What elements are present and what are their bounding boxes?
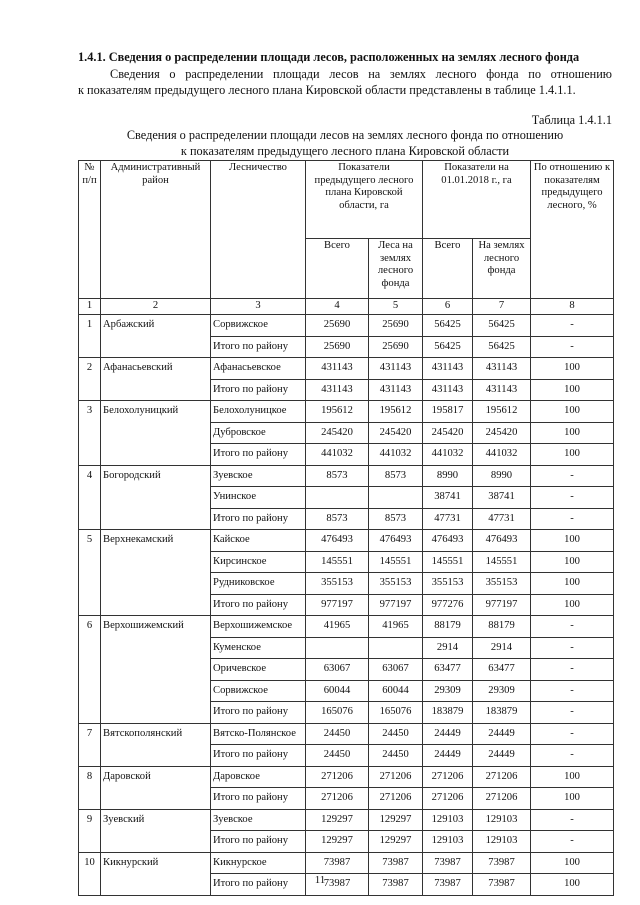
forestry-name: Итого по району: [211, 702, 306, 724]
prev-forest: 431143: [369, 379, 423, 401]
column-number: 8: [531, 299, 614, 315]
prev-total: 24450: [306, 723, 369, 745]
cur-forest: 24449: [473, 723, 531, 745]
column-number: 7: [473, 299, 531, 315]
district-number: 2: [79, 358, 101, 401]
district-name: Зуевский: [101, 809, 211, 852]
caption-line-2: к показателям предыдущего лесного плана Кировской области: [180, 144, 510, 158]
cur-total: 56425: [423, 315, 473, 337]
prev-total: 441032: [306, 444, 369, 466]
district-name: Белохолуницкий: [101, 401, 211, 466]
prev-total: 41965: [306, 616, 369, 638]
prev-total: 271206: [306, 766, 369, 788]
ratio-percent: 100: [531, 358, 614, 380]
prev-forest: 195612: [369, 401, 423, 423]
ratio-percent: -: [531, 659, 614, 681]
prev-forest: 476493: [369, 530, 423, 552]
column-number: 4: [306, 299, 369, 315]
cur-forest: 38741: [473, 487, 531, 509]
district-name: Кикнурский: [101, 852, 211, 895]
cur-forest: 129103: [473, 831, 531, 853]
table-row: [79, 809, 614, 831]
prev-total: 476493: [306, 530, 369, 552]
header-cur-total: Всего: [423, 239, 473, 299]
cur-forest: 8990: [473, 465, 531, 487]
prev-forest: 431143: [369, 358, 423, 380]
ratio-percent: -: [531, 487, 614, 509]
forestry-name: Итого по району: [211, 594, 306, 616]
ratio-percent: -: [531, 637, 614, 659]
district-number: 5: [79, 530, 101, 616]
prev-total: 24450: [306, 745, 369, 767]
prev-total: 431143: [306, 358, 369, 380]
table-row: [79, 852, 614, 874]
forestry-name: Дубровское: [211, 422, 306, 444]
forestry-name: Верхошижемское: [211, 616, 306, 638]
ratio-percent: 100: [531, 852, 614, 874]
cur-forest: 183879: [473, 702, 531, 724]
cur-forest: 195612: [473, 401, 531, 423]
prev-total: [306, 637, 369, 659]
cur-forest: 977197: [473, 594, 531, 616]
prev-forest: 8573: [369, 465, 423, 487]
cur-total: 245420: [423, 422, 473, 444]
prev-forest: 41965: [369, 616, 423, 638]
district-number: 7: [79, 723, 101, 766]
cur-forest: 431143: [473, 358, 531, 380]
forestry-name: Куменское: [211, 637, 306, 659]
prev-total: 977197: [306, 594, 369, 616]
forestry-name: Даровское: [211, 766, 306, 788]
cur-forest: 145551: [473, 551, 531, 573]
prev-total: 73987: [306, 874, 369, 896]
prev-forest: 165076: [369, 702, 423, 724]
cur-total: 38741: [423, 487, 473, 509]
ratio-percent: -: [531, 702, 614, 724]
cur-total: 977276: [423, 594, 473, 616]
prev-forest: 271206: [369, 766, 423, 788]
cur-forest: 73987: [473, 874, 531, 896]
prev-total: [306, 487, 369, 509]
table-row: [79, 465, 614, 487]
prev-forest: [369, 487, 423, 509]
column-number-row: [79, 299, 614, 315]
table-row: [79, 358, 614, 380]
district-name: Даровской: [101, 766, 211, 809]
header-prev-forest: Леса на землях лесного фонда: [369, 239, 423, 299]
header-prev-total: Всего: [306, 239, 369, 299]
cur-forest: 88179: [473, 616, 531, 638]
cur-total: 88179: [423, 616, 473, 638]
cur-total: 271206: [423, 788, 473, 810]
prev-total: 271206: [306, 788, 369, 810]
cur-total: 24449: [423, 745, 473, 767]
forestry-name: Белохолуницкое: [211, 401, 306, 423]
ratio-percent: -: [531, 616, 614, 638]
column-number: 6: [423, 299, 473, 315]
prev-total: 60044: [306, 680, 369, 702]
cur-forest: 63477: [473, 659, 531, 681]
cur-forest: 355153: [473, 573, 531, 595]
ratio-percent: -: [531, 336, 614, 358]
prev-total: 165076: [306, 702, 369, 724]
cur-total: 271206: [423, 766, 473, 788]
forestry-name: Зуевское: [211, 809, 306, 831]
cur-total: 129103: [423, 831, 473, 853]
prev-forest: 25690: [369, 315, 423, 337]
forest-area-table: [78, 160, 614, 896]
page-number: 11: [314, 874, 326, 886]
ratio-percent: -: [531, 508, 614, 530]
district-number: 3: [79, 401, 101, 466]
district-number: 4: [79, 465, 101, 530]
forestry-name: Итого по району: [211, 788, 306, 810]
table-caption: [78, 127, 612, 159]
intro-line-2: к показателям предыдущего лесного плана Кировской области представлены в таблице 1.4.1.1.: [78, 83, 576, 97]
cur-total: 8990: [423, 465, 473, 487]
prev-total: 355153: [306, 573, 369, 595]
prev-total: 129297: [306, 809, 369, 831]
cur-total: 431143: [423, 358, 473, 380]
ratio-percent: 100: [531, 594, 614, 616]
prev-forest: 73987: [369, 874, 423, 896]
forestry-name: Итого по району: [211, 831, 306, 853]
cur-total: 2914: [423, 637, 473, 659]
cur-forest: 431143: [473, 379, 531, 401]
prev-forest: 145551: [369, 551, 423, 573]
prev-forest: 441032: [369, 444, 423, 466]
ratio-percent: 100: [531, 379, 614, 401]
district-name: Верхнекамский: [101, 530, 211, 616]
column-number: 5: [369, 299, 423, 315]
header-district: Административный район: [101, 161, 211, 299]
prev-total: 129297: [306, 831, 369, 853]
cur-total: 73987: [423, 852, 473, 874]
section-heading: 1.4.1. Сведения о распределении площади лесов, расположенных на землях лесного фонда: [78, 50, 580, 64]
table-row: [79, 401, 614, 423]
ratio-percent: -: [531, 745, 614, 767]
forestry-name: Итого по району: [211, 444, 306, 466]
prev-forest: 8573: [369, 508, 423, 530]
ratio-percent: -: [531, 315, 614, 337]
cur-total: 195817: [423, 401, 473, 423]
prev-forest: 245420: [369, 422, 423, 444]
forestry-name: Итого по району: [211, 874, 306, 896]
header-prev-plan: Показатели предыдущего лесного плана Кировской области, га: [306, 161, 423, 239]
cur-forest: 441032: [473, 444, 531, 466]
cur-total: 29309: [423, 680, 473, 702]
prev-forest: 129297: [369, 809, 423, 831]
column-number: 3: [211, 299, 306, 315]
prev-total: 25690: [306, 336, 369, 358]
cur-total: 56425: [423, 336, 473, 358]
district-number: 10: [79, 852, 101, 895]
cur-total: 476493: [423, 530, 473, 552]
cur-forest: 56425: [473, 315, 531, 337]
district-name: Верхошижемский: [101, 616, 211, 724]
cur-total: 47731: [423, 508, 473, 530]
ratio-percent: -: [531, 465, 614, 487]
cur-forest: 73987: [473, 852, 531, 874]
forestry-name: Кайское: [211, 530, 306, 552]
table-row: [79, 315, 614, 337]
prev-forest: 271206: [369, 788, 423, 810]
district-name: Афанасьевский: [101, 358, 211, 401]
cur-total: 183879: [423, 702, 473, 724]
cur-forest: 271206: [473, 766, 531, 788]
prev-total: 245420: [306, 422, 369, 444]
cur-total: 63477: [423, 659, 473, 681]
prev-total: 195612: [306, 401, 369, 423]
prev-total: 431143: [306, 379, 369, 401]
district-number: 1: [79, 315, 101, 358]
prev-total: 25690: [306, 315, 369, 337]
prev-forest: 63067: [369, 659, 423, 681]
cur-forest: 476493: [473, 530, 531, 552]
prev-total: 8573: [306, 508, 369, 530]
district-number: 8: [79, 766, 101, 809]
forestry-name: Рудниковское: [211, 573, 306, 595]
cur-forest: 24449: [473, 745, 531, 767]
prev-forest: 73987: [369, 852, 423, 874]
ratio-percent: 100: [531, 444, 614, 466]
cur-forest: 129103: [473, 809, 531, 831]
intro-line-1: Сведения о распределении площади лесов на землях лесного фонда по отношению: [110, 67, 612, 81]
ratio-percent: -: [531, 680, 614, 702]
ratio-percent: 100: [531, 530, 614, 552]
header-cur-forest: На землях лесного фонда: [473, 239, 531, 299]
district-name: Арбажский: [101, 315, 211, 358]
district-name: Богородский: [101, 465, 211, 530]
ratio-percent: 100: [531, 766, 614, 788]
prev-total: 145551: [306, 551, 369, 573]
header-num: № п/п: [79, 161, 101, 299]
table-number: Таблица 1.4.1.1: [531, 113, 612, 127]
cur-forest: 245420: [473, 422, 531, 444]
forestry-name: Итого по району: [211, 745, 306, 767]
header-ratio: По отношению к показателям предыдущего лесного, %: [531, 161, 614, 299]
cur-forest: 2914: [473, 637, 531, 659]
ratio-percent: -: [531, 723, 614, 745]
prev-forest: 129297: [369, 831, 423, 853]
caption-line-1: Сведения о распределении площади лесов на землях лесного фонда по отношению: [126, 128, 564, 142]
cur-total: 24449: [423, 723, 473, 745]
cur-total: 441032: [423, 444, 473, 466]
prev-forest: 977197: [369, 594, 423, 616]
ratio-percent: 100: [531, 551, 614, 573]
prev-forest: 24450: [369, 745, 423, 767]
ratio-percent: 100: [531, 401, 614, 423]
ratio-percent: -: [531, 831, 614, 853]
column-number: 1: [79, 299, 101, 315]
forestry-name: Кикнурское: [211, 852, 306, 874]
forestry-name: Итого по району: [211, 508, 306, 530]
forestry-name: Сорвижское: [211, 315, 306, 337]
prev-total: 63067: [306, 659, 369, 681]
district-number: 6: [79, 616, 101, 724]
cur-total: 355153: [423, 573, 473, 595]
prev-forest: [369, 637, 423, 659]
prev-forest: 25690: [369, 336, 423, 358]
cur-total: 129103: [423, 809, 473, 831]
forestry-name: Итого по району: [211, 379, 306, 401]
ratio-percent: -: [531, 809, 614, 831]
district-number: 9: [79, 809, 101, 852]
table-row: [79, 616, 614, 638]
column-number: 2: [101, 299, 211, 315]
prev-forest: 355153: [369, 573, 423, 595]
cur-forest: 29309: [473, 680, 531, 702]
prev-forest: 60044: [369, 680, 423, 702]
cur-forest: 47731: [473, 508, 531, 530]
forestry-name: Унинское: [211, 487, 306, 509]
prev-total: 73987: [306, 852, 369, 874]
forestry-name: Кирсинское: [211, 551, 306, 573]
intro-paragraph: [78, 66, 612, 98]
district-name: Вятскополянский: [101, 723, 211, 766]
forestry-name: Итого по району: [211, 336, 306, 358]
table-row: [79, 723, 614, 745]
header-current: Показатели на 01.01.2018 г., га: [423, 161, 531, 239]
ratio-percent: 100: [531, 422, 614, 444]
cur-total: 145551: [423, 551, 473, 573]
ratio-percent: 100: [531, 573, 614, 595]
table-row: [79, 766, 614, 788]
forestry-name: Вятско-Полянское: [211, 723, 306, 745]
ratio-percent: 100: [531, 788, 614, 810]
forestry-name: Оричевское: [211, 659, 306, 681]
header-forestry: Лесничество: [211, 161, 306, 299]
forestry-name: Афанасьевское: [211, 358, 306, 380]
prev-total: 8573: [306, 465, 369, 487]
table-row: [79, 530, 614, 552]
ratio-percent: 100: [531, 874, 614, 896]
forestry-name: Сорвижское: [211, 680, 306, 702]
cur-forest: 271206: [473, 788, 531, 810]
cur-total: 431143: [423, 379, 473, 401]
forestry-name: Зуевское: [211, 465, 306, 487]
cur-total: 73987: [423, 874, 473, 896]
prev-forest: 24450: [369, 723, 423, 745]
cur-forest: 56425: [473, 336, 531, 358]
